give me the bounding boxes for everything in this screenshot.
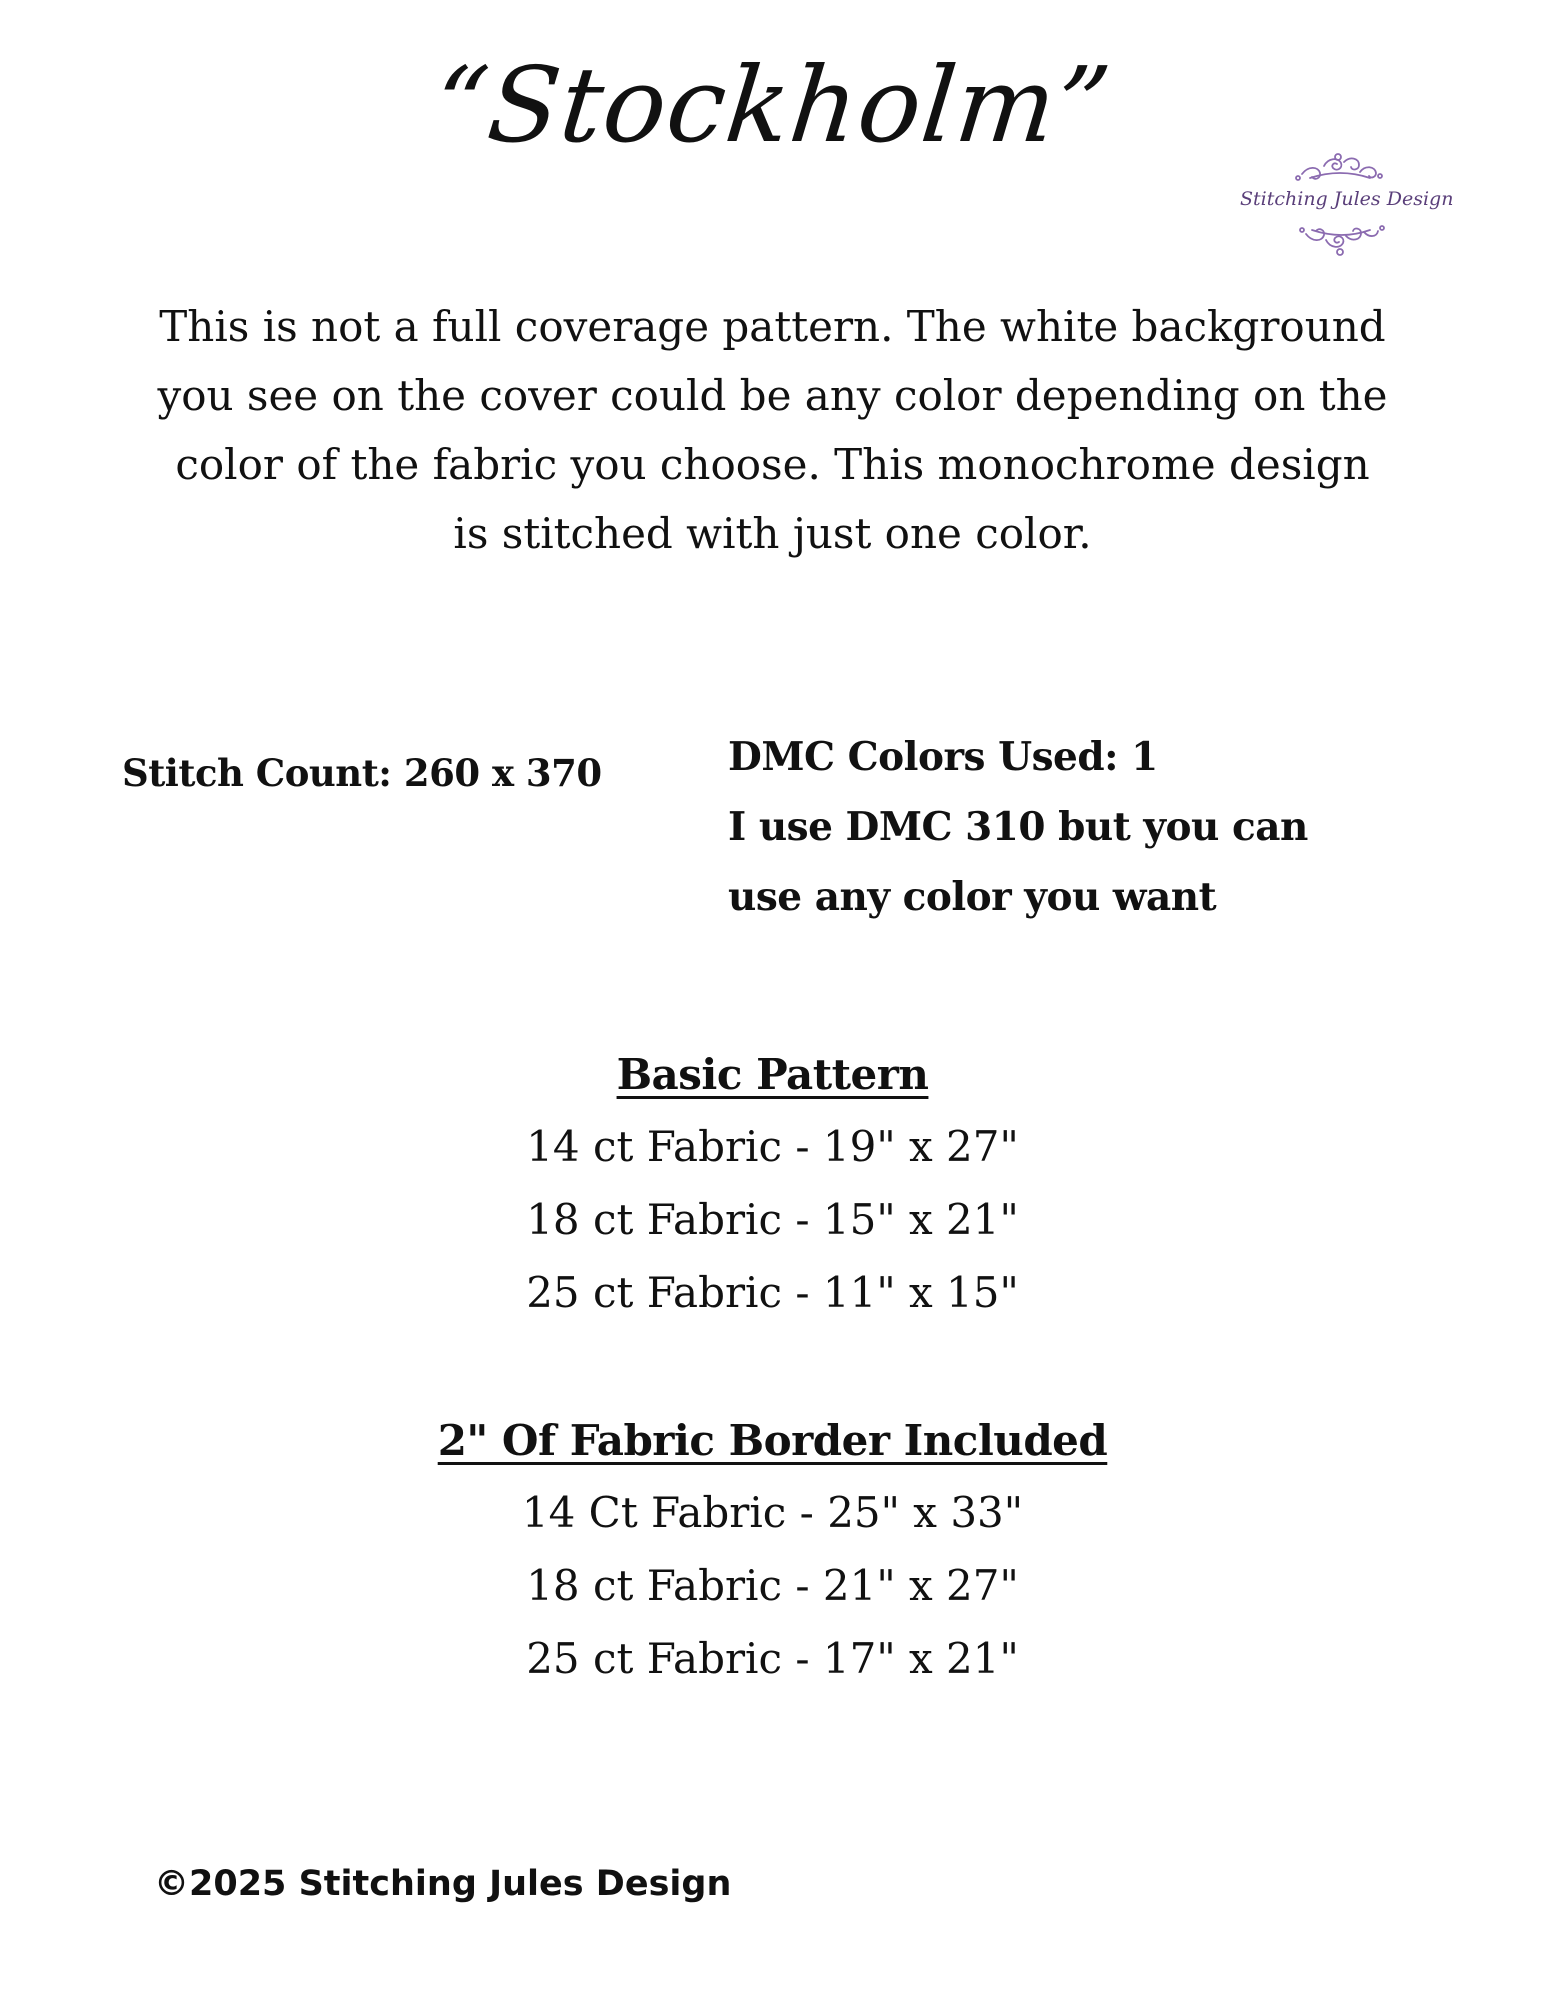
basic-pattern-heading: Basic Pattern	[616, 1050, 929, 1099]
border-pattern-heading: 2" Of Fabric Border Included	[437, 1416, 1108, 1465]
dmc-line: I use DMC 310 but you can	[728, 804, 1308, 850]
dmc-colors-info	[728, 722, 1308, 932]
fabric-size-line: 18 ct Fabric - 21" x 27"	[526, 1561, 1019, 1610]
intro-line: is stitched with just one color.	[453, 509, 1092, 558]
basic-pattern-section	[0, 1040, 1545, 1329]
fabric-size-line: 14 Ct Fabric - 25" x 33"	[521, 1488, 1024, 1537]
fabric-size-line: 25 ct Fabric - 11" x 15"	[526, 1268, 1019, 1317]
intro-line: This is not a full coverage pattern. The white background	[159, 302, 1386, 351]
intro-line: color of the fabric you choose. This monochrome design	[175, 440, 1370, 489]
fabric-size-line: 18 ct Fabric - 15" x 21"	[526, 1195, 1019, 1244]
fabric-size-line: 25 ct Fabric - 17" x 21"	[526, 1634, 1019, 1683]
intro-line: you see on the cover could be any color depending on the	[157, 371, 1388, 420]
border-pattern-section	[0, 1406, 1545, 1695]
dmc-line: DMC Colors Used: 1	[728, 734, 1158, 780]
copyright-footer: ©2025 Stitching Jules Design	[154, 1864, 732, 1904]
dmc-line: use any color you want	[728, 874, 1217, 920]
page-title: “Stockholm”	[428, 44, 1117, 166]
logo-text: Stitching Jules Design	[1240, 188, 1454, 210]
brand-logo	[1240, 148, 1454, 260]
intro-paragraph	[150, 292, 1395, 568]
fabric-size-line: 14 ct Fabric - 19" x 27"	[526, 1122, 1019, 1171]
stitch-count: Stitch Count: 260 x 370	[122, 751, 602, 795]
